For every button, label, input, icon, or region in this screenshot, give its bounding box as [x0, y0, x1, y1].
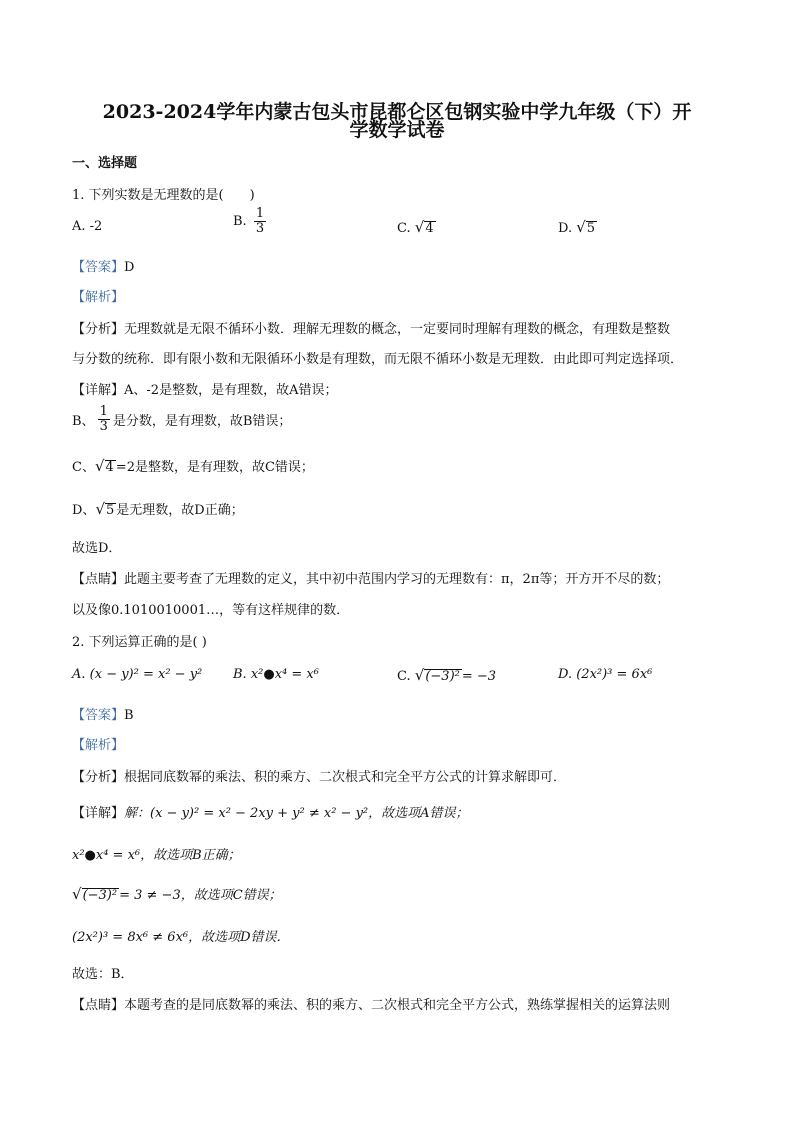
c-prefix: C、 — [72, 460, 95, 475]
dianjing-text: 本题考查的是同底数幂的乘法、积的乘方、二次根式和完全平方公式，熟练掌握相关的运算法则 — [124, 998, 671, 1013]
q2-stem: 2. 下列运算正确的是( ) — [72, 635, 207, 650]
q2-xiangjie-1 — [72, 802, 469, 821]
q1-xiangjie-d — [72, 499, 244, 518]
sqrt-icon: √ — [95, 500, 105, 518]
q2-line-b: x²●x⁴ = x⁶，故选项B正确； — [72, 848, 241, 863]
xiangjie-a-text: A、-2是整数，是有理数，故A错误； — [124, 383, 338, 398]
fraction-numerator: 1 — [99, 404, 108, 419]
c-text: =2是整数，是有理数，故C错误； — [115, 460, 314, 475]
q2-line-d: (2x²)³ = 8x⁶ ≠ 6x⁶，故选项D错误． — [72, 930, 290, 945]
fraction-denominator: 3 — [99, 419, 108, 434]
dianjing-tag: 【点睛】 — [72, 572, 125, 587]
fenxi-tag: 【分析】 — [72, 770, 125, 785]
q2-dianjing — [72, 994, 670, 1013]
sqrt-icon: √ — [414, 218, 425, 236]
sqrt-icon: √ — [576, 218, 586, 236]
q1-answer-value: D — [124, 260, 135, 275]
section-heading: 一、选择题 — [72, 156, 138, 171]
q2-option-c-tail: = −3 — [461, 669, 497, 684]
fraction-denominator: 3 — [255, 221, 265, 236]
dianjing-text: 此题主要考查了无理数的定义，其中初中范围内学习的无理数有：π，2π等；开方开不尽的数； — [124, 572, 670, 587]
q1-option-c-radicand: 4 — [425, 221, 434, 236]
q1-option-b — [233, 207, 269, 236]
q1-fenxi-line1 — [72, 318, 670, 337]
d-text: 是无理数，故D正确； — [116, 503, 244, 518]
q1-option-c — [397, 218, 436, 236]
d-prefix: D、 — [72, 503, 96, 518]
q1-option-c-letter: C. — [397, 221, 411, 236]
q2-answer — [72, 704, 134, 723]
q1-option-a-value: -2 — [89, 219, 103, 234]
q1-dianjing-line1 — [72, 568, 669, 587]
document-title-line2: 学数学试卷 — [349, 119, 445, 141]
q2-option-c-letter: C. — [397, 669, 411, 684]
q2-option-b: B. x²●x⁴ = x⁶ — [233, 667, 319, 682]
q1-option-d-letter: D. — [558, 221, 573, 236]
q2-line-c-tail: = 3 ≠ −3，故选项C错误； — [119, 888, 282, 903]
fenxi-tag: 【分析】 — [72, 322, 125, 337]
xiangjie-tag: 【详解】 — [72, 806, 125, 821]
document-title-line1: 2023-2024学年内蒙古包头市昆都仑区包钢实验中学九年级（下）开 — [102, 101, 692, 123]
q1-option-d-radicand: 5 — [586, 221, 596, 236]
q1-conclusion: 故选D． — [72, 541, 122, 556]
fenxi-text: 无理数就是无限不循环小数．理解无理数的概念，一定要同时理解有理数的概念，有理数是整数 — [124, 322, 671, 337]
q2-line-c — [72, 884, 282, 903]
q1-stem: 1. 下列实数是无理数的是( ) — [72, 188, 255, 203]
q1-analysis-tag: 【解析】 — [72, 290, 125, 305]
q1-option-a-letter: A. — [72, 219, 90, 234]
q1-b-fraction — [98, 405, 110, 434]
q2-analysis-tag: 【解析】 — [72, 738, 125, 753]
d-radicand: 5 — [106, 503, 115, 518]
fraction-numerator: 1 — [255, 206, 265, 221]
q1-dianjing-line2: 以及像0.1010010001…，等有这样规律的数． — [72, 603, 350, 618]
q2-option-a: A. (x − y)² = x² − y² — [72, 667, 203, 682]
q1-fenxi-line2: 与分数的统称．即有限小数和无限循环小数是有理数，而无限不循环小数是无理数．由此即可判定选择项． — [72, 352, 684, 367]
q2-answer-value: B — [124, 708, 134, 723]
q1-option-a — [72, 219, 102, 234]
sqrt-icon: √ — [414, 666, 425, 684]
sqrt-icon: √ — [72, 885, 82, 903]
q1-option-d — [558, 218, 597, 236]
q2-fenxi — [72, 766, 566, 785]
q2-option-c — [397, 666, 496, 684]
fenxi-text: 根据同底数幂的乘法、积的乘方、二次根式和完全平方公式的计算求解即可． — [124, 770, 567, 785]
q1-option-b-fraction — [254, 207, 266, 236]
dianjing-tag: 【点睛】 — [72, 998, 125, 1013]
xiangjie-text: 解：(x − y)² = x² − 2xy + y² ≠ x² − y²，故选项A错误； — [124, 806, 469, 821]
q1-xiangjie-a — [72, 379, 337, 398]
q2-line-c-radicand: (−3)² — [82, 888, 118, 903]
c-radicand: 4 — [105, 460, 114, 475]
q1-xiangjie-b — [72, 405, 291, 434]
sqrt-icon: √ — [94, 457, 105, 475]
q2-conclusion: 故选：B． — [72, 967, 134, 982]
q2-option-c-radicand: (−3)² — [425, 669, 460, 684]
q1-xiangjie-c — [72, 456, 314, 475]
q2-option-d: D. (2x²)³ = 6x⁶ — [558, 667, 653, 682]
b-text: 是分数，是有理数，故B错误； — [112, 414, 292, 429]
b-prefix: B、 — [72, 414, 95, 429]
answer-tag: 【答案】 — [72, 260, 125, 275]
xiangjie-tag: 【详解】 — [72, 383, 125, 398]
q1-option-b-letter: B. — [233, 214, 247, 229]
q1-answer — [72, 256, 134, 275]
answer-tag: 【答案】 — [72, 708, 125, 723]
